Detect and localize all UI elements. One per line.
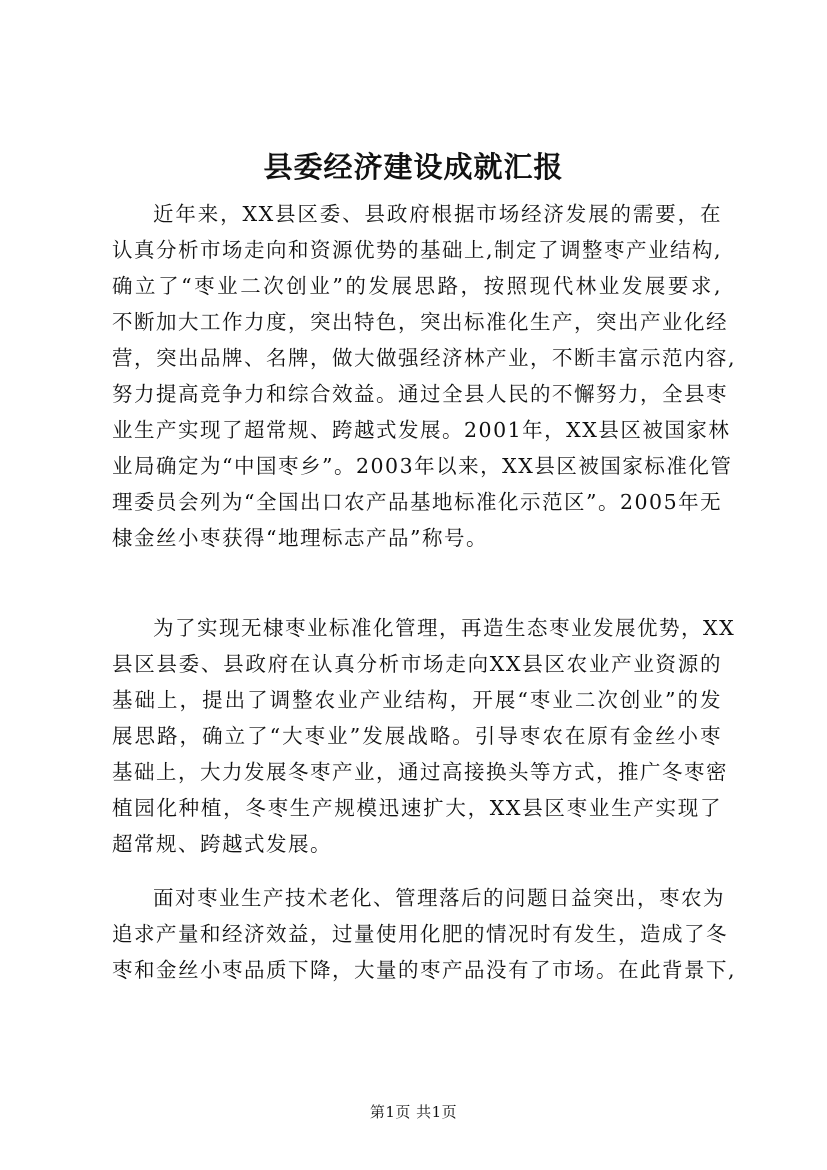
paragraph-1-line-8: 业局确定为“中国枣乡”。2003年以来，XX县区被国家标准化管: [112, 454, 733, 478]
paragraph-1-line-7: 业生产实现了超常规、跨越式发展。2001年，XX县区被国家林: [112, 418, 731, 442]
paragraph-3-line-2: 追求产量和经济效益，过量使用化肥的情况时有发生，造成了冬: [112, 922, 728, 946]
paragraph-1-line-1: 近年来，XX县区委、县政府根据市场经济发展的需要，在: [153, 202, 722, 226]
paragraph-2-line-7: 超常规、跨越式发展。: [112, 832, 332, 856]
paragraph-2-line-3: 基础上，提出了调整农业产业结构，开展“枣业二次创业”的发: [112, 688, 722, 712]
paragraph-2-line-5: 基础上，大力发展冬枣产业，通过高接换头等方式，推广冬枣密: [112, 760, 728, 784]
paragraph-1-line-10: 棣金丝小枣获得“地理标志产品”称号。: [112, 526, 488, 550]
paragraph-1-line-5: 营，突出品牌、名牌，做大做强经济林产业，不断丰富示范内容,: [112, 346, 737, 370]
paragraph-3-line-1: 面对枣业生产技术老化、管理落后的问题日益突出，枣农为: [153, 886, 725, 910]
paragraph-1-line-2: 认真分析市场走向和资源优势的基础上,制定了调整枣产业结构,: [112, 238, 723, 262]
document-title: 县委经济建设成就汇报: [263, 150, 564, 184]
page-footer: 第1页 共1页: [369, 1103, 458, 1121]
paragraph-1-line-9: 理委员会列为“全国出口农产品基地标准化示范区”。2005年无: [112, 490, 723, 514]
paragraph-3-line-3: 枣和金丝小枣品质下降，大量的枣产品没有了市场。在此背景下,: [112, 958, 737, 982]
paragraph-2-line-2: 县区县委、县政府在认真分析市场走向XX县区农业产业资源的: [112, 652, 722, 676]
paragraph-1-line-4: 不断加大工作力度，突出特色，突出标准化生产，突出产业化经: [112, 310, 728, 334]
paragraph-1-line-3: 确立了“枣业二次创业”的发展思路，按照现代林业发展要求,: [112, 274, 722, 298]
paragraph-2-line-1: 为了实现无棣枣业标准化管理，再造生态枣业发展优势，XX: [153, 616, 736, 640]
paragraph-1-line-6: 努力提高竞争力和综合效益。通过全县人民的不懈努力，全县枣: [112, 382, 728, 406]
paragraph-2-line-4: 展思路，确立了“大枣业”发展战略。引导枣农在原有金丝小枣: [112, 724, 722, 748]
paragraph-2-line-6: 植园化种植，冬枣生产规模迅速扩大，XX县区枣业生产实现了: [112, 796, 722, 820]
